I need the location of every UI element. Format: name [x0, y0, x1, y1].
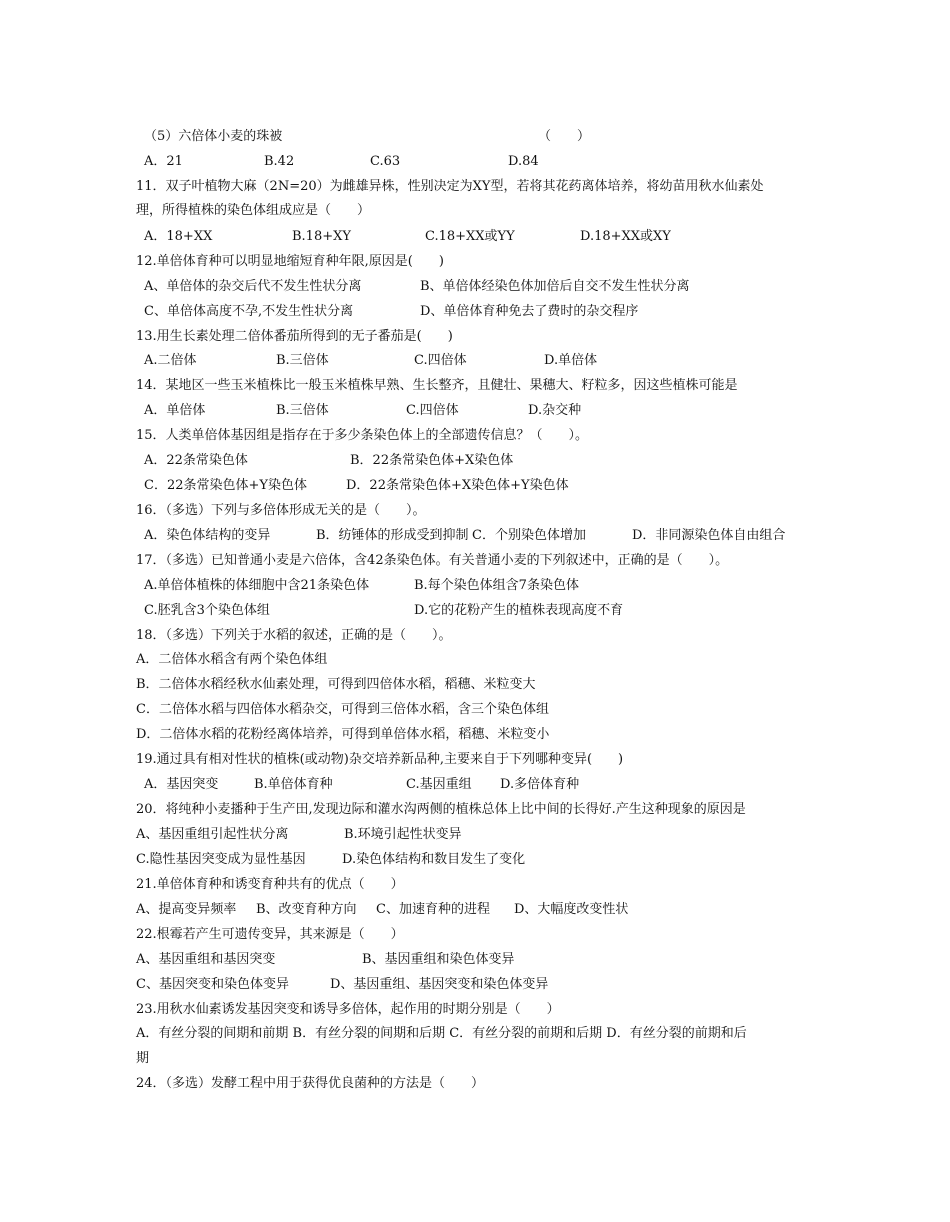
text-line: B.环境引起性状变异 — [344, 827, 462, 842]
text-line: A、单倍体的杂交后代不发生性状分离 — [144, 279, 362, 294]
text-line: C．二倍体水稻与四倍体水稻杂交，可得到三倍体水稻，含三个染色体组 — [136, 702, 549, 717]
text-line: D.多倍体育种 — [500, 777, 580, 792]
text-line: B.三倍体 — [276, 353, 329, 368]
text-line: B、基因重组和染色体变异 — [362, 952, 515, 967]
text-line: 12.单倍体育种可以明显地缩短育种年限,原因是( ) — [136, 254, 444, 269]
text-line: 期 — [136, 1051, 150, 1066]
text-line: D.杂交种 — [528, 403, 582, 418]
text-line: A．有丝分裂的间期和前期 B．有丝分裂的间期和后期 C．有丝分裂的前期和后期 D．有丝分裂的前期和后 — [136, 1026, 747, 1041]
text-line: D、大幅度改变性状 — [514, 902, 629, 917]
text-line: 理，所得植株的染色体组成应是（ ） — [136, 203, 371, 218]
text-line: A．18+XX — [144, 229, 213, 244]
text-line: 22.根霉若产生可遗传变异，其来源是（ ） — [136, 927, 404, 942]
text-line: C.四倍体 — [406, 403, 459, 418]
text-line: D.染色体结构和数目发生了变化 — [342, 852, 526, 867]
text-line: 16．（多选）下列与多倍体形成无关的是（ ）。 — [136, 503, 426, 518]
text-line: 24．（多选）发酵工程中用于获得优良菌种的方法是（ ） — [136, 1076, 485, 1091]
text-line: A．22条常染色体 — [144, 453, 248, 468]
text-line: C.胚乳含3个染色体组 — [144, 603, 270, 618]
text-line: D、基因重组、基因突变和染色体变异 — [330, 977, 549, 992]
text-line: D．非同源染色体自由组合 — [632, 528, 786, 543]
text-line: C、基因突变和染色体变异 — [136, 977, 289, 992]
text-line: D.84 — [508, 154, 539, 169]
text-line: B.18+XY — [292, 229, 351, 244]
text-line: A、基因重组和基因突变 — [136, 952, 276, 967]
text-line: 13.用生长素处理二倍体番茄所得到的无子番茄是( ) — [136, 329, 453, 344]
text-line: 23.用秋水仙素诱发基因突变和诱导多倍体，起作用的时期分别是（ ） — [136, 1002, 560, 1017]
text-line: （5）六倍体小麦的珠被 — [144, 129, 283, 144]
text-line: C.63 — [370, 154, 401, 169]
text-line: B、单倍体经染色体加倍后自交不发生性状分离 — [420, 279, 690, 294]
text-line: D.单倍体 — [544, 353, 598, 368]
text-line: C．22条常染色体+Y染色体 — [144, 478, 307, 493]
text-line: B．二倍体水稻经秋水仙素处理，可得到四倍体水稻，稻穗、米粒变大 — [136, 677, 536, 692]
text-line: B.单倍体育种 — [254, 777, 333, 792]
text-line: A、基因重组引起性状分离 — [136, 827, 289, 842]
text-line: （ ） — [538, 129, 591, 144]
text-line: A．染色体结构的变异 — [144, 528, 271, 543]
text-line: A.单倍体植株的体细胞中含21条染色体 — [144, 578, 370, 593]
text-line: 19.通过具有相对性状的植株(或动物)杂交培养新品种,主要来自于下列哪种变异( ) — [136, 752, 624, 767]
text-line: C．个别染色体增加 — [472, 528, 586, 543]
text-line: B.42 — [264, 154, 295, 169]
text-line: B．纺锤体的形成受到抑制 — [316, 528, 469, 543]
text-line: 18．（多选）下列关于水稻的叙述，正确的是（ ）。 — [136, 628, 452, 643]
text-line: A.二倍体 — [144, 353, 197, 368]
text-line: D．22条常染色体+X染色体+Y染色体 — [346, 478, 569, 493]
text-line: B．22条常染色体+X染色体 — [350, 453, 514, 468]
text-line: B.每个染色体组含7条染色体 — [414, 578, 579, 593]
text-line: A．单倍体 — [144, 403, 206, 418]
text-line: C.基因重组 — [406, 777, 472, 792]
text-line: 20．将纯种小麦播种于生产田,发现边际和灌水沟两侧的植株总体上比中间的长得好.产生这种现象的原因是 — [136, 802, 746, 817]
text-line: C.隐性基因突变成为显性基因 — [136, 852, 306, 867]
text-line: D.18+XX或XY — [580, 229, 671, 244]
text-line: 17．（多选）已知普通小麦是六倍体，含42条染色体。有关普通小麦的下列叙述中，正确的是（ ）。 — [136, 553, 729, 568]
text-line: B、改变育种方向 — [256, 902, 357, 917]
text-line: A．二倍体水稻含有两个染色体组 — [136, 652, 328, 667]
text-line: 21.单倍体育种和诱变育种共有的优点（ ） — [136, 877, 404, 892]
text-line: A．基因突变 — [144, 777, 219, 792]
text-line: D、单倍体育种免去了费时的杂交程序 — [420, 304, 639, 319]
text-line: 15．人类单倍体基因组是指存在于多少条染色体上的全部遗传信息？（ ）。 — [136, 428, 589, 443]
text-line: C.四倍体 — [414, 353, 467, 368]
text-line: A．21 — [144, 154, 183, 169]
text-line: 14．某地区一些玉米植株比一般玉米植株早熟、生长整齐，且健壮、果穗大、籽粒多，因这些植株可能是 — [136, 378, 738, 393]
text-line: C、加速育种的进程 — [376, 902, 490, 917]
text-line: D.它的花粉产生的植株表现高度不育 — [414, 603, 624, 618]
text-line: B.三倍体 — [276, 403, 329, 418]
text-line: C.18+XX或YY — [425, 229, 515, 244]
text-line: C、单倍体高度不孕,不发生性状分离 — [144, 304, 354, 319]
text-line: D．二倍体水稻的花粉经离体培养，可得到单倍体水稻，稻穗、米粒变小 — [136, 727, 550, 742]
text-line: A、提高变异频率 — [136, 902, 237, 917]
text-line: 11．双子叶植物大麻（2N=20）为雌雄异株，性别决定为XY型，若将其花药离体培养，将幼苗用秋水仙素处 — [136, 179, 764, 194]
